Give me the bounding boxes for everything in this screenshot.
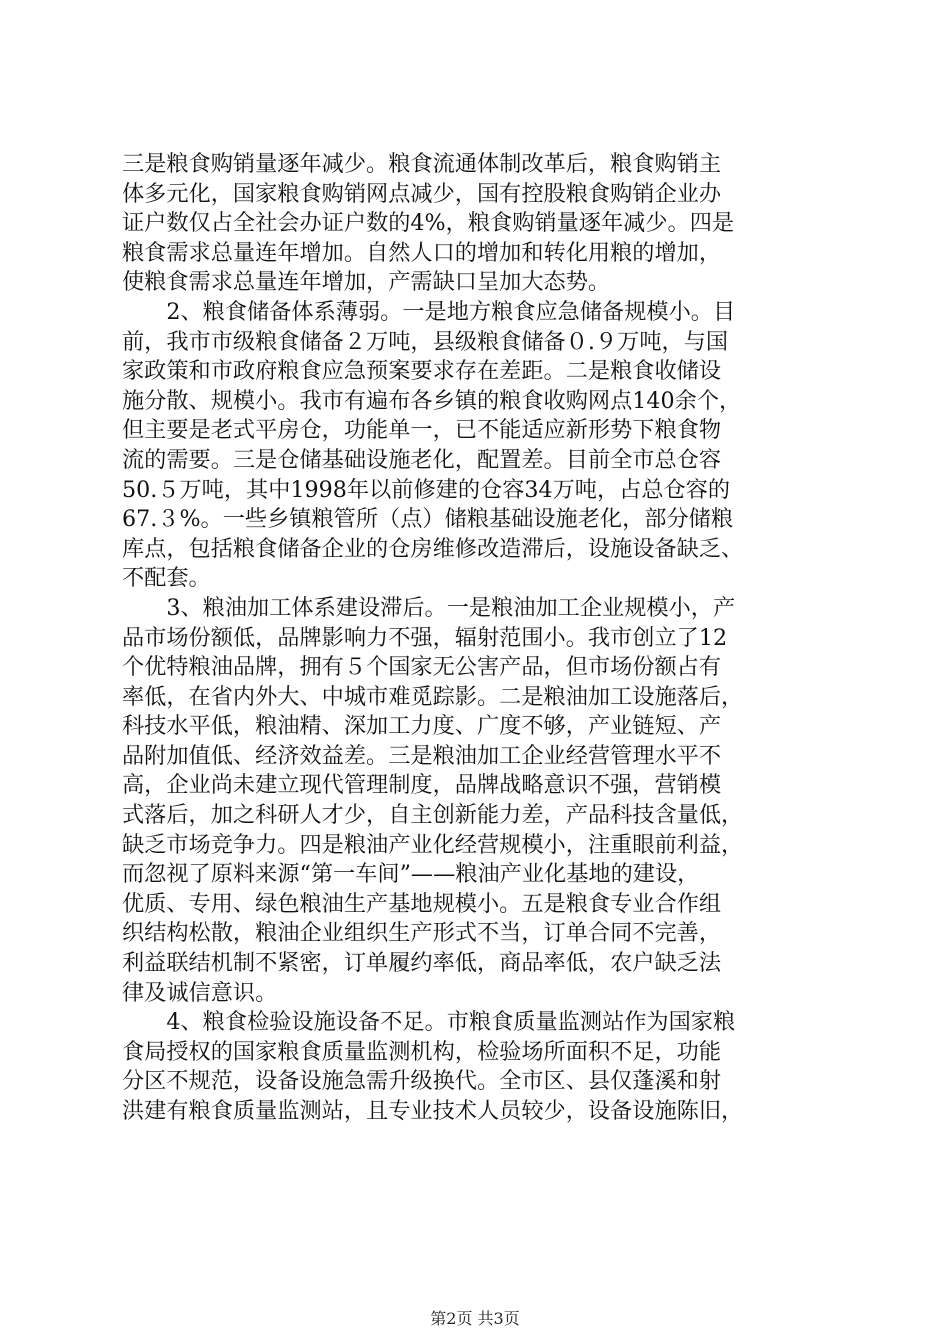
body-text bbox=[122, 150, 842, 1127]
text-line: 2、粮食储备体系薄弱。一是地方粮食应急储备规模小。目 bbox=[122, 298, 736, 325]
text-line: 律及诚信意识。 bbox=[122, 979, 278, 1006]
text-line: 高，企业尚未建立现代管理制度，品牌战略意识不强，营销模 bbox=[122, 772, 722, 799]
text-line: 品附加值低、经济效益差。三是粮油加工企业经营管理水平不 bbox=[122, 742, 722, 769]
text-line: 施分散、规模小。我市有遍布各乡镇的粮食收购网点140余个， bbox=[122, 387, 742, 414]
text-line: 50.５万吨，其中1998年以前修建的仓容34万吨，占总仓容的 bbox=[122, 476, 731, 503]
text-line: 三是粮食购销量逐年减少。粮食流通体制改革后，粮食购销主 bbox=[122, 151, 722, 177]
text-line: 不配套。 bbox=[122, 565, 211, 592]
text-line: 分区不规范，设备设施急需升级换代。全市区、县仅蓬溪和射 bbox=[122, 1068, 722, 1095]
text-line: 体多元化，国家粮食购销网点减少，国有控股粮食购销企业办 bbox=[122, 180, 722, 207]
text-line: 但主要是老式平房仓，功能单一，已不能适应新形势下粮食物 bbox=[122, 417, 722, 444]
text-line: 流的需要。三是仓储基础设施老化，配置差。目前全市总仓容 bbox=[122, 446, 722, 473]
text-line: 织结构松散，粮油企业组织生产形式不当，订单合同不完善， bbox=[122, 920, 722, 947]
text-line: 粮食需求总量连年增加。自然人口的增加和转化用粮的增加， bbox=[122, 239, 722, 266]
page-footer: 第2页 共3页 bbox=[430, 1309, 520, 1328]
text-line: 使粮食需求总量连年增加，产需缺口呈加大态势。 bbox=[122, 269, 611, 296]
text-line: 缺乏市场竞争力。四是粮油产业化经营规模小，注重眼前利益， bbox=[122, 831, 744, 858]
text-line: 家政策和市政府粮食应急预案要求存在差距。二是粮食收储设 bbox=[122, 358, 722, 385]
text-line: 洪建有粮食质量监测站，且专业技术人员较少，设备设施陈旧， bbox=[122, 1098, 744, 1124]
text-line: 4、粮食检验设施设备不足。市粮食质量监测站作为国家粮 bbox=[122, 1009, 736, 1036]
text-line: 优质、专用、绿色粮油生产基地规模小。五是粮食专业合作组 bbox=[122, 890, 722, 917]
text-line: 库点，包括粮食储备企业的仓房维修改造滞后，设施设备缺乏、 bbox=[122, 535, 744, 562]
text-line: 3、粮油加工体系建设滞后。一是粮油加工企业规模小，产 bbox=[122, 594, 736, 621]
text-line: 而忽视了原料来源“第一车间”——粮油产业化基地的建设， bbox=[122, 861, 700, 888]
text-line: 品市场份额低，品牌影响力不强，辐射范围小。我市创立了12 bbox=[122, 624, 728, 651]
text-line: 67.３%。一些乡镇粮管所（点）储粮基础设施老化，部分储粮 bbox=[122, 506, 734, 533]
text-line: 前，我市市级粮食储备２万吨，县级粮食储备０.９万吨，与国 bbox=[122, 328, 729, 355]
text-line: 利益联结机制不紧密，订单履约率低，商品率低，农户缺乏法 bbox=[122, 950, 722, 977]
text-line: 式落后，加之科研人才少，自主创新能力差，产品科技含量低， bbox=[122, 802, 744, 829]
text-line: 证户数仅占全社会办证户数的4%，粮食购销量逐年减少。四是 bbox=[122, 210, 735, 237]
text-line: 食局授权的国家粮食质量监测机构，检验场所面积不足，功能 bbox=[122, 1038, 722, 1065]
text-line: 率低，在省内外大、中城市难觅踪影。二是粮油加工设施落后， bbox=[122, 683, 744, 710]
text-line: 个优特粮油品牌，拥有５个国家无公害产品，但市场份额占有 bbox=[122, 654, 722, 681]
text-line: 科技水平低，粮油精、深加工力度、广度不够，产业链短、产 bbox=[122, 713, 722, 740]
